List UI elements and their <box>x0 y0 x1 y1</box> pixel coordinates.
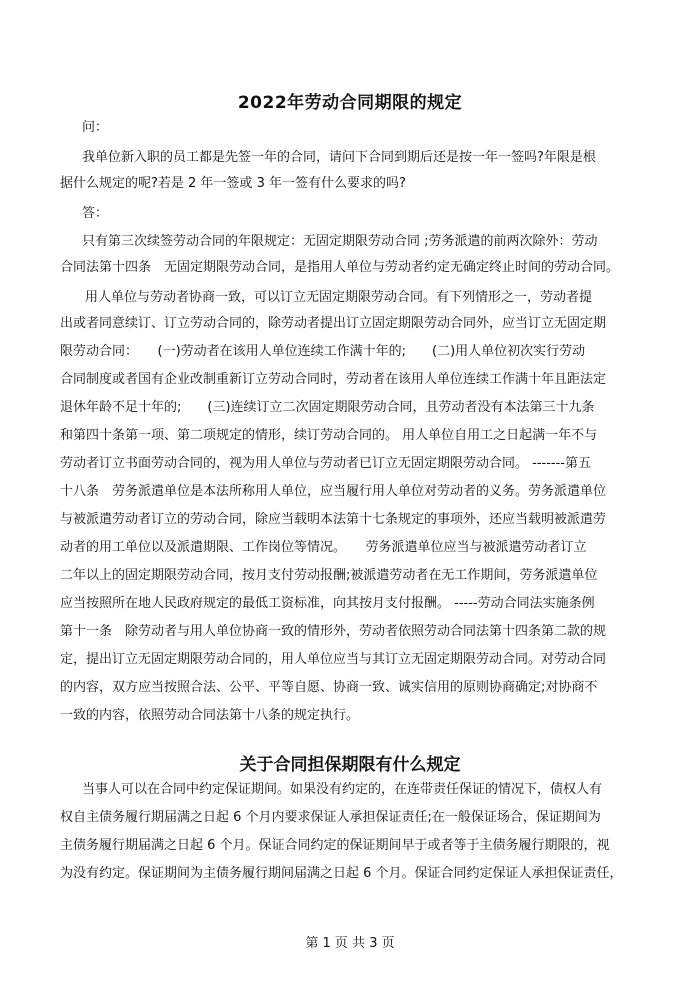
answer-line: 定，提出订立无固定期限劳动合同的，用人单位应当与其订立无固定期限劳动合同。对劳动合同 <box>60 652 607 667</box>
section2-line: 权自主债务履行期届满之日起 6 个月内要求保证人承担保证责任;在一般保证场合，保证期间为 <box>60 810 601 825</box>
answer-line: 用人单位与劳动者协商一致，可以订立无固定期限劳动合同。有下列情形之一，劳动者提 <box>72 290 593 305</box>
answer-line: 第十一条 除劳动者与用人单位协商一致的情形外，劳动者依照劳动合同法第十四条第二款的规 <box>60 624 607 639</box>
answer-line: 二年以上的固定期限劳动合同，按月支付劳动报酬;被派遣劳动者在无工作期间，劳务派遣单位 <box>60 568 598 583</box>
answer-line: 出或者同意续订、订立劳动合同的，除劳动者提出订立固定期限劳动合同外，应当订立无固定期 <box>60 316 607 331</box>
question-line: 我单位新入职的员工都是先签一年的合同，请问下合同到期后还是按一年一签吗?年限是根 <box>82 150 596 165</box>
answer-line: 退休年龄不足十年的; (三)连续订立二次固定期限劳动合同，且劳动者没有本法第三十九条 <box>60 400 595 415</box>
answer-line: 与被派遣劳动者订立的劳动合同，除应当载明本法第十七条规定的事项外，还应当载明被派遣劳 <box>60 512 607 527</box>
section2-line: 当事人可以在合同中约定保证期间。如果没有约定的，在连带责任保证的情况下，债权人有 <box>82 782 603 797</box>
answer-line: 限劳动合同： (一)劳动者在该用人单位连续工作满十年的; (二)用人单位初次实行劳动 <box>60 344 586 359</box>
answer-line: 只有第三次续签劳动合同的年限规定：无固定期限劳动合同 ;劳务派遣的前两次除外：劳动 <box>82 234 598 249</box>
page-footer: 第 1 页 共 3 页 <box>305 936 395 951</box>
question-line: 据什么规定的呢?若是 2 年一签或 3 年一签有什么要求的吗? <box>60 176 406 191</box>
section2-line: 为没有约定。保证期间为主债务履行期间届满之日起 6 个月。保证合同约定保证人承担保证责任， <box>60 866 623 881</box>
answer-line: 的内容，双方应当按照合法、公平、平等自愿、协商一致、诚实信用的原则协商确定;对协商不 <box>60 680 598 695</box>
answer-line: 合同制度或者国有企业改制重新订立劳动合同时，劳动者在该用人单位连续工作满十年且距法定 <box>60 372 607 387</box>
answer-line: 和第四十条第一项、第二项规定的情形，续订劳动合同的。 用人单位自用工之日起满一年不与 <box>60 428 598 443</box>
page-title: 2022年劳动合同期限的规定 <box>237 93 463 113</box>
question-label: 问： <box>82 120 109 135</box>
answer-line: 合同法第十四条 无固定期限劳动合同，是指用人单位与劳动者约定无确定终止时间的劳动合同。 <box>60 260 620 275</box>
answer-line: 劳动者订立书面劳动合同的，视为用人单位与劳动者已订立无固定期限劳动合同。 -------第五 <box>60 456 591 471</box>
section2-line: 主债务履行期届满之日起 6 个月。保证合同约定的保证期间早于或者等于主债务履行期限的，视 <box>60 838 610 853</box>
section-heading: 关于合同担保期限有什么规定 <box>239 755 461 775</box>
answer-label: 答： <box>82 206 109 221</box>
answer-line: 应当按照所在地人民政府规定的最低工资标准，向其按月支付报酬。 -----劳动合同法实施条例 <box>60 596 595 611</box>
answer-line: 十八条 劳务派遣单位是本法所称用人单位，应当履行用人单位对劳动者的义务。劳务派遣单位 <box>60 484 607 499</box>
answer-line: 一致的内容，依照劳动合同法第十八条的规定执行。 <box>60 708 360 723</box>
answer-line: 动者的用工单位以及派遣期限、工作岗位等情况。 劳务派遣单位应当与被派遣劳动者订立 <box>60 540 587 555</box>
